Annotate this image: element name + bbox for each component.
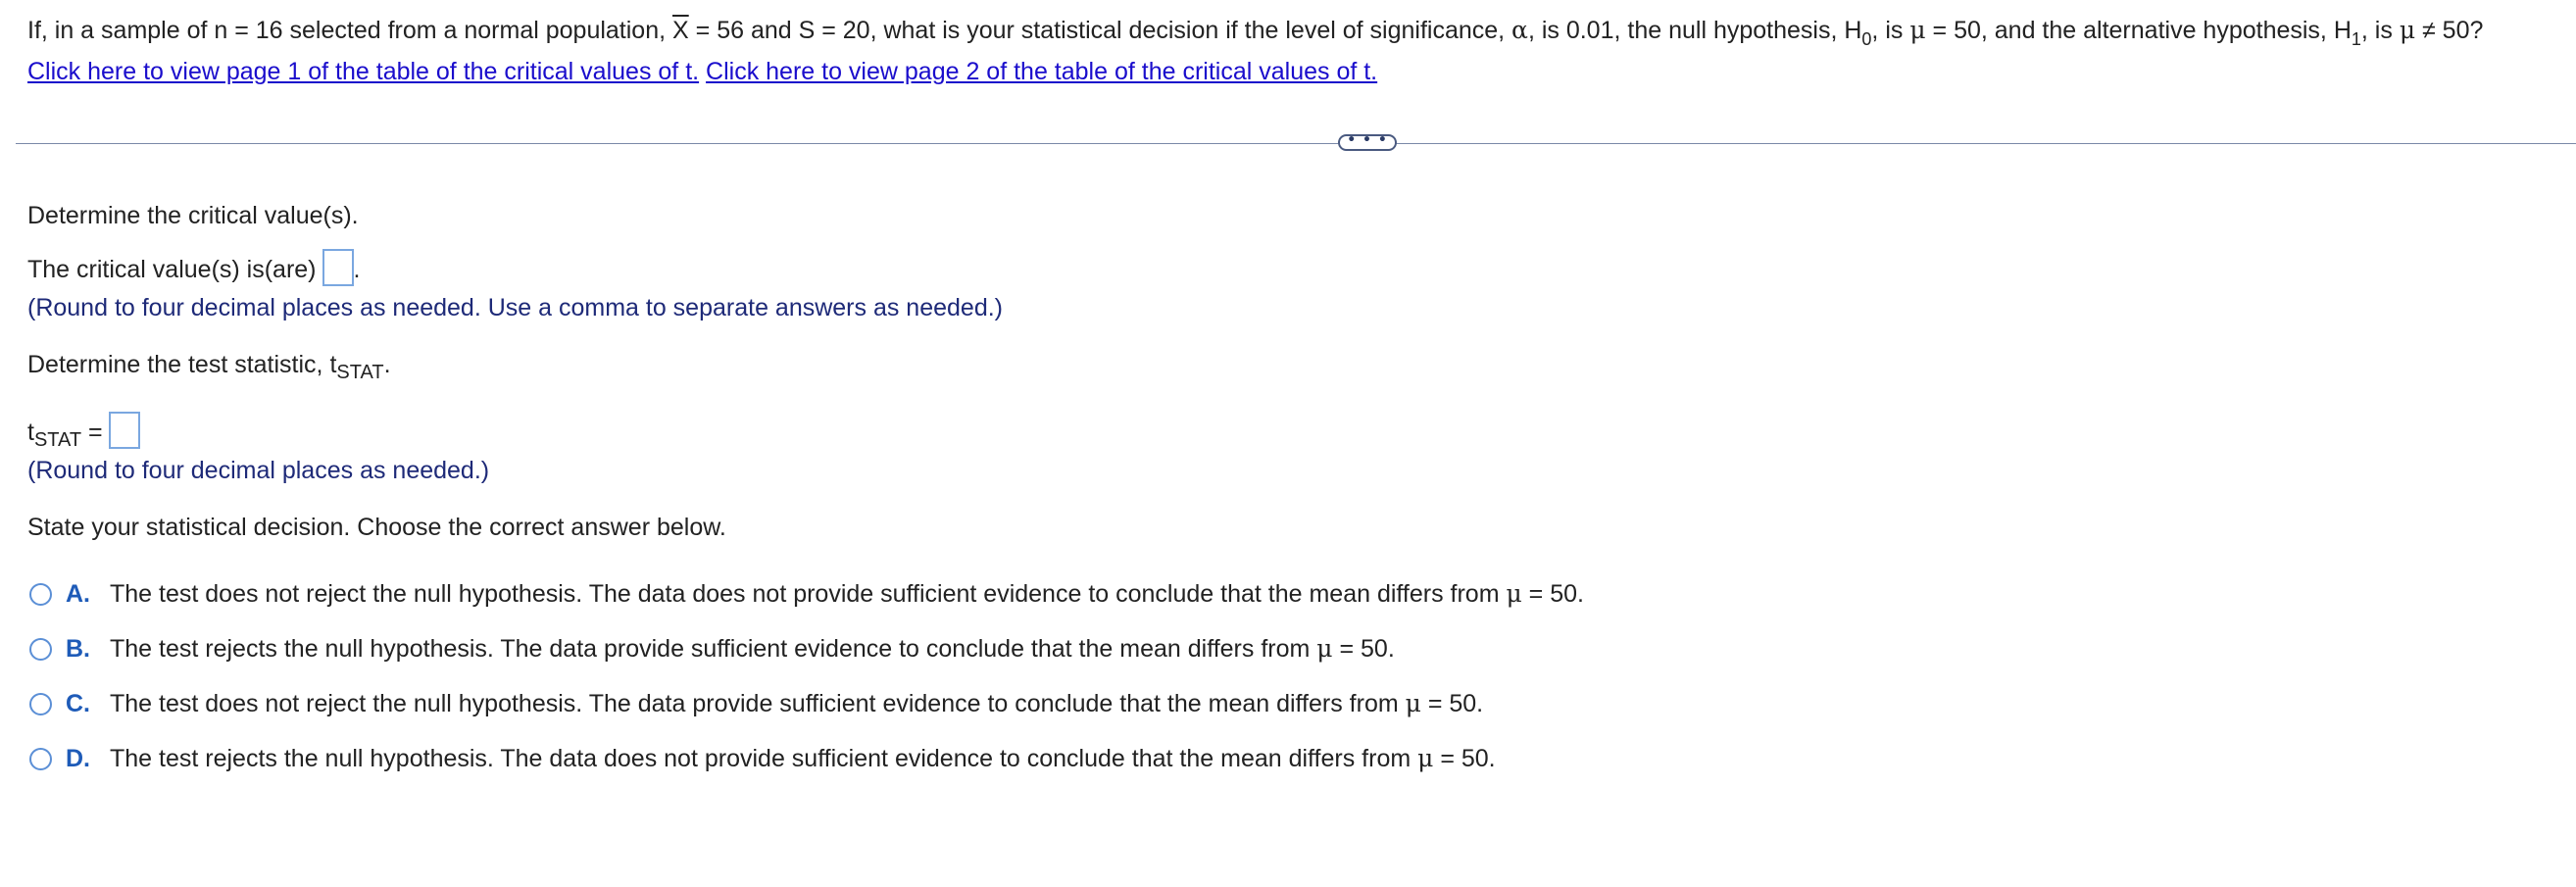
tstat-label: t: [27, 419, 34, 446]
question-part: , is: [1871, 17, 1910, 44]
expand-more-button[interactable]: [1338, 131, 1397, 151]
equals-sign: =: [81, 419, 103, 446]
option-c[interactable]: [29, 684, 1483, 723]
option-text: [110, 634, 1395, 664]
mu-symbol: μ: [1316, 634, 1333, 663]
option-text: [110, 579, 1584, 609]
table-page2-link[interactable]: Click here to view page 2 of the table of the critical values of t.: [706, 58, 1378, 85]
mu-symbol: μ: [1909, 16, 1926, 44]
mu-symbol: μ: [2399, 16, 2416, 44]
h0-subscript: 0: [1861, 29, 1872, 49]
radio-button-icon[interactable]: [29, 748, 52, 770]
radio-button-icon[interactable]: [29, 693, 52, 715]
alpha-symbol: α: [1511, 16, 1528, 44]
test-statistic-hint: (Round to four decimal places as needed.): [27, 457, 490, 484]
question-part: , is: [2360, 17, 2400, 44]
option-text-end: = 50.: [1420, 690, 1484, 717]
radio-button-icon[interactable]: [29, 638, 52, 661]
option-text-body: The test rejects the null hypothesis. The data provide sufficient evidence to conclude that the mean differs from: [110, 635, 1317, 663]
section-divider: [16, 143, 2576, 144]
option-text-body: The test does not reject the null hypothesis. The data does not provide sufficient evidence to conclude that the mean differs from: [110, 580, 1507, 608]
option-text: [110, 689, 1483, 718]
table-links: [27, 55, 1377, 88]
mu-symbol: μ: [1405, 689, 1421, 717]
prompt-period: .: [383, 351, 391, 378]
option-text-end: = 50.: [1332, 635, 1395, 663]
option-b[interactable]: [29, 629, 1395, 668]
option-letter: B.: [66, 634, 90, 663]
mu-symbol: μ: [1506, 579, 1522, 608]
option-text: [110, 744, 1496, 773]
table-page1-link[interactable]: Click here to view page 1 of the table of the critical values of t.: [27, 58, 700, 85]
stat-subscript: STAT: [33, 429, 82, 451]
mu-symbol: μ: [1417, 744, 1434, 772]
h1-subscript: 1: [2351, 29, 2361, 49]
option-text-body: The test rejects the null hypothesis. The data does not provide sufficient evidence to conclude that the mean differs from: [110, 745, 1418, 772]
critical-value-prompt: Determine the critical value(s).: [27, 202, 359, 229]
option-letter: C.: [66, 689, 90, 717]
critical-value-row: [27, 253, 360, 286]
test-statistic-row: [27, 416, 140, 449]
ellipsis-icon: • • •: [1347, 131, 1388, 148]
question-part: ≠ 50?: [2415, 17, 2484, 44]
question-part: , is 0.01, the null hypothesis, H: [1527, 17, 1862, 44]
question-text: [27, 14, 2566, 47]
option-d[interactable]: [29, 739, 1496, 778]
critical-value-input[interactable]: [322, 249, 354, 286]
sample-mean-symbol: $\overline{X}$: [672, 17, 689, 44]
test-statistic-input[interactable]: [109, 412, 140, 449]
test-statistic-prompt: [27, 348, 391, 381]
decision-prompt: State your statistical decision. Choose the correct answer below.: [27, 514, 726, 541]
option-letter: D.: [66, 744, 90, 772]
option-text-body: The test does not reject the null hypothesis. The data provide sufficient evidence to conclude that the mean differs from: [110, 690, 1406, 717]
question-part: = 50, and the alternative hypothesis, H: [1925, 17, 2352, 44]
critical-value-period: .: [353, 256, 361, 283]
test-statistic-prompt-text: Determine the test statistic, t: [27, 351, 337, 378]
radio-button-icon[interactable]: [29, 583, 52, 606]
option-letter: A.: [66, 579, 90, 608]
question-part: If, in a sample of n = 16 selected from a normal population,: [27, 17, 673, 44]
critical-value-hint: (Round to four decimal places as needed. Use a comma to separate answers as needed.): [27, 294, 1003, 321]
option-a[interactable]: [29, 574, 1584, 614]
option-text-end: = 50.: [1521, 580, 1584, 608]
question-part: = 56 and S = 20, what is your statistical decision if the level of significance,: [688, 17, 1512, 44]
critical-value-label: The critical value(s) is(are): [27, 256, 317, 283]
option-text-end: = 50.: [1433, 745, 1496, 772]
stat-subscript: STAT: [336, 362, 384, 383]
